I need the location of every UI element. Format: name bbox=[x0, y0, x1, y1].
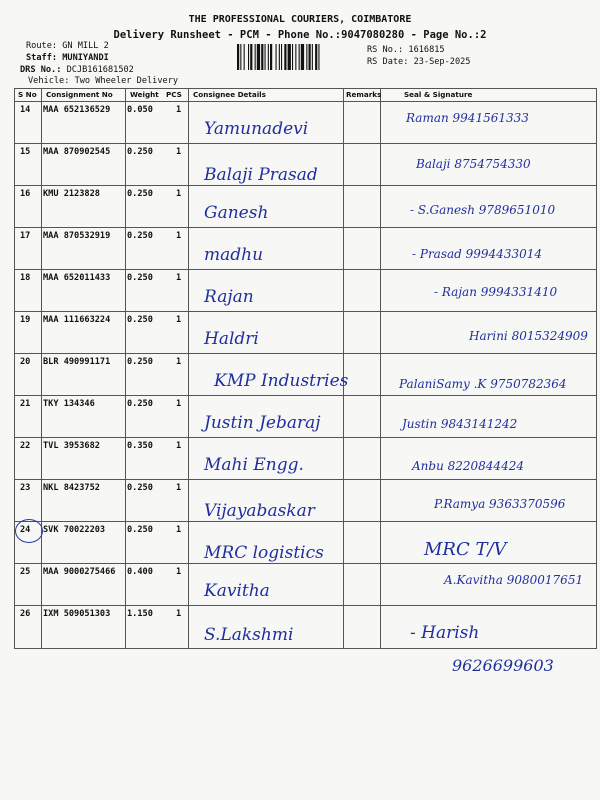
company-name: THE PROFESSIONAL COURIERS, COIMBATORE bbox=[188, 14, 412, 25]
weight-cell: 0.250 bbox=[127, 273, 153, 283]
barcode-bar bbox=[261, 44, 263, 70]
handwritten-phone-number: 9626699603 bbox=[452, 656, 554, 675]
signature-handwriting: Raman 9941561333 bbox=[406, 111, 529, 125]
table-bottom-rule bbox=[14, 648, 596, 649]
pcs-cell: 1 bbox=[176, 483, 182, 493]
sno-cell: 23 bbox=[20, 483, 31, 493]
vehicle-label: Vehicle: Two Wheeler Delivery bbox=[28, 76, 179, 86]
sno-cell: 15 bbox=[20, 147, 31, 157]
sno-cell: 19 bbox=[20, 315, 31, 325]
drs-label: DRS No.: bbox=[20, 65, 62, 75]
col-header-remarks: Remarks bbox=[346, 90, 382, 99]
table-row bbox=[14, 479, 596, 521]
signature-handwriting: A.Kavitha 9080017651 bbox=[444, 573, 584, 587]
table-row bbox=[14, 395, 596, 437]
barcode-bar bbox=[292, 44, 293, 70]
col-header-signature: Seal & Signature bbox=[404, 90, 473, 99]
barcode-bar bbox=[315, 44, 317, 70]
consignment-cell: IXM 509051303 bbox=[43, 609, 111, 619]
barcode-bar bbox=[255, 44, 256, 70]
consignee-handwriting: Yamunadevi bbox=[204, 119, 309, 139]
signature-handwriting: Justin 9843141242 bbox=[402, 417, 518, 431]
consignee-handwriting: Ganesh bbox=[204, 203, 269, 223]
consignee-handwriting: S.Lakshmi bbox=[204, 625, 294, 645]
barcode-bar bbox=[276, 44, 277, 70]
signature-handwriting: Anbu 8220844424 bbox=[412, 459, 524, 473]
weight-cell: 0.250 bbox=[127, 147, 153, 157]
pcs-cell: 1 bbox=[176, 567, 182, 577]
signature-handwriting: PalaniSamy .K 9750782364 bbox=[399, 377, 567, 391]
pcs-cell: 1 bbox=[176, 315, 182, 325]
runsheet-title: Delivery Runsheet - PCM - Phone No.:9047080280 - Page No.:2 bbox=[113, 29, 487, 41]
sno-cell: 20 bbox=[20, 357, 31, 367]
consignee-handwriting: Justin Jebaraj bbox=[204, 413, 321, 433]
col-header-sno: S No bbox=[18, 90, 37, 99]
signature-handwriting: Harini 8015324909 bbox=[469, 329, 588, 343]
consignee-handwriting: Vijayabaskar bbox=[204, 501, 315, 521]
table-row bbox=[14, 101, 596, 143]
consignment-cell: MAA 870902545 bbox=[43, 147, 111, 157]
table-row bbox=[14, 227, 596, 269]
barcode-bar bbox=[301, 44, 304, 70]
pcs-cell: 1 bbox=[176, 441, 182, 451]
signature-handwriting: - S.Ganesh 9789651010 bbox=[410, 203, 556, 217]
pcs-cell: 1 bbox=[176, 609, 182, 619]
col-header-pcs: PCS bbox=[166, 90, 182, 99]
barcode-bar bbox=[237, 44, 239, 70]
weight-cell: 0.250 bbox=[127, 399, 153, 409]
barcode-bar bbox=[312, 44, 313, 70]
table-row bbox=[14, 185, 596, 227]
consignee-handwriting: Haldri bbox=[204, 329, 259, 349]
pcs-cell: 1 bbox=[176, 105, 182, 115]
sno-cell: 25 bbox=[20, 567, 31, 577]
drs-line bbox=[20, 65, 134, 75]
pcs-cell: 1 bbox=[176, 273, 182, 283]
barcode-bar bbox=[279, 44, 280, 70]
consignment-cell: MAA 870532919 bbox=[43, 231, 111, 241]
consignment-cell: MAA 652136529 bbox=[43, 105, 111, 115]
barcode-bar bbox=[240, 44, 241, 70]
table-row bbox=[14, 353, 596, 395]
consignment-cell: NKL 8423752 bbox=[43, 483, 100, 493]
weight-cell: 0.250 bbox=[127, 483, 153, 493]
signature-handwriting: P.Ramya 9363370596 bbox=[434, 497, 566, 511]
drs-value: DCJB161681502 bbox=[66, 65, 134, 75]
signature-handwriting: - Prasad 9994433014 bbox=[412, 247, 542, 261]
barcode-bar bbox=[309, 44, 311, 70]
barcode-bar bbox=[248, 44, 249, 70]
barcode-bar bbox=[318, 44, 319, 70]
col-header-consignee: Consignee Details bbox=[193, 90, 266, 99]
consignee-handwriting: Balaji Prasad bbox=[204, 165, 318, 185]
table-row bbox=[14, 269, 596, 311]
pcs-cell: 1 bbox=[176, 147, 182, 157]
consignment-cell: TVL 3953682 bbox=[43, 441, 100, 451]
route-label: Route: GN MILL 2 bbox=[26, 41, 109, 51]
staff-line bbox=[26, 53, 109, 63]
consignment-cell: KMU 2123828 bbox=[43, 189, 100, 199]
weight-cell: 0.250 bbox=[127, 315, 153, 325]
col-header-weight: Weight bbox=[130, 90, 159, 99]
signature-handwriting: MRC T/V bbox=[424, 539, 507, 560]
weight-cell: 0.250 bbox=[127, 231, 153, 241]
pcs-cell: 1 bbox=[176, 357, 182, 367]
weight-cell: 0.350 bbox=[127, 441, 153, 451]
consignment-cell: MAA 652011433 bbox=[43, 273, 111, 283]
consignment-cell: BLR 490991171 bbox=[43, 357, 111, 367]
staff-name: MUNIYANDI bbox=[62, 53, 109, 63]
weight-cell: 1.150 bbox=[127, 609, 153, 619]
consignee-handwriting: Mahi Engg. bbox=[204, 455, 304, 475]
barcode-bar bbox=[270, 44, 272, 70]
barcode-bar bbox=[250, 44, 252, 70]
sno-cell: 18 bbox=[20, 273, 31, 283]
signature-handwriting: - Harish bbox=[410, 623, 480, 643]
sno-cell: 14 bbox=[20, 105, 31, 115]
pcs-cell: 1 bbox=[176, 525, 182, 535]
sno-cell: 17 bbox=[20, 231, 31, 241]
barcode-bar bbox=[284, 44, 286, 70]
barcode-bar bbox=[295, 44, 296, 70]
consignee-handwriting: Rajan bbox=[204, 287, 254, 307]
consignment-cell: TKY 134346 bbox=[43, 399, 95, 409]
table-row bbox=[14, 563, 596, 605]
barcode-bar bbox=[306, 44, 307, 70]
consignee-handwriting: madhu bbox=[204, 245, 264, 265]
pcs-cell: 1 bbox=[176, 231, 182, 241]
table-row bbox=[14, 143, 596, 185]
weight-cell: 0.250 bbox=[127, 525, 153, 535]
consignment-cell: MAA 9000275466 bbox=[43, 567, 116, 577]
consignee-handwriting: MRC logistics bbox=[204, 543, 324, 563]
sno-cell: 22 bbox=[20, 441, 31, 451]
table-row bbox=[14, 521, 596, 563]
barcode-bar bbox=[288, 44, 291, 70]
rs-number: RS No.: 1616815 bbox=[367, 45, 445, 55]
weight-cell: 0.050 bbox=[127, 105, 153, 115]
table-row bbox=[14, 605, 596, 647]
sno-cell: 24 bbox=[20, 525, 31, 535]
barcode bbox=[237, 44, 361, 70]
pcs-cell: 1 bbox=[176, 399, 182, 409]
consignee-handwriting: KMP Industries bbox=[214, 371, 349, 391]
signature-handwriting: - Rajan 9994331410 bbox=[434, 285, 558, 299]
barcode-bar bbox=[268, 44, 269, 70]
table-top-rule bbox=[14, 88, 596, 89]
staff-label: Staff: bbox=[26, 53, 58, 63]
rs-date: RS Date: 23-Sep-2025 bbox=[367, 57, 471, 67]
signature-handwriting: Balaji 8754754330 bbox=[416, 157, 531, 171]
consignment-cell: SVK 70022203 bbox=[43, 525, 106, 535]
consignee-handwriting: Kavitha bbox=[204, 581, 270, 601]
barcode-bar bbox=[257, 44, 260, 70]
table-right-border bbox=[596, 88, 597, 649]
weight-cell: 0.400 bbox=[127, 567, 153, 577]
table-row bbox=[14, 311, 596, 353]
barcode-bar bbox=[299, 44, 300, 70]
table-row bbox=[14, 437, 596, 479]
col-header-consignment: Consignment No bbox=[46, 90, 113, 99]
pcs-cell: 1 bbox=[176, 189, 182, 199]
sno-cell: 16 bbox=[20, 189, 31, 199]
weight-cell: 0.250 bbox=[127, 189, 153, 199]
weight-cell: 0.250 bbox=[127, 357, 153, 367]
barcode-bar bbox=[265, 44, 266, 70]
consignment-cell: MAA 111663224 bbox=[43, 315, 111, 325]
barcode-bar bbox=[281, 44, 282, 70]
sno-cell: 26 bbox=[20, 609, 31, 619]
barcode-bar bbox=[244, 44, 245, 70]
sno-cell: 21 bbox=[20, 399, 31, 409]
